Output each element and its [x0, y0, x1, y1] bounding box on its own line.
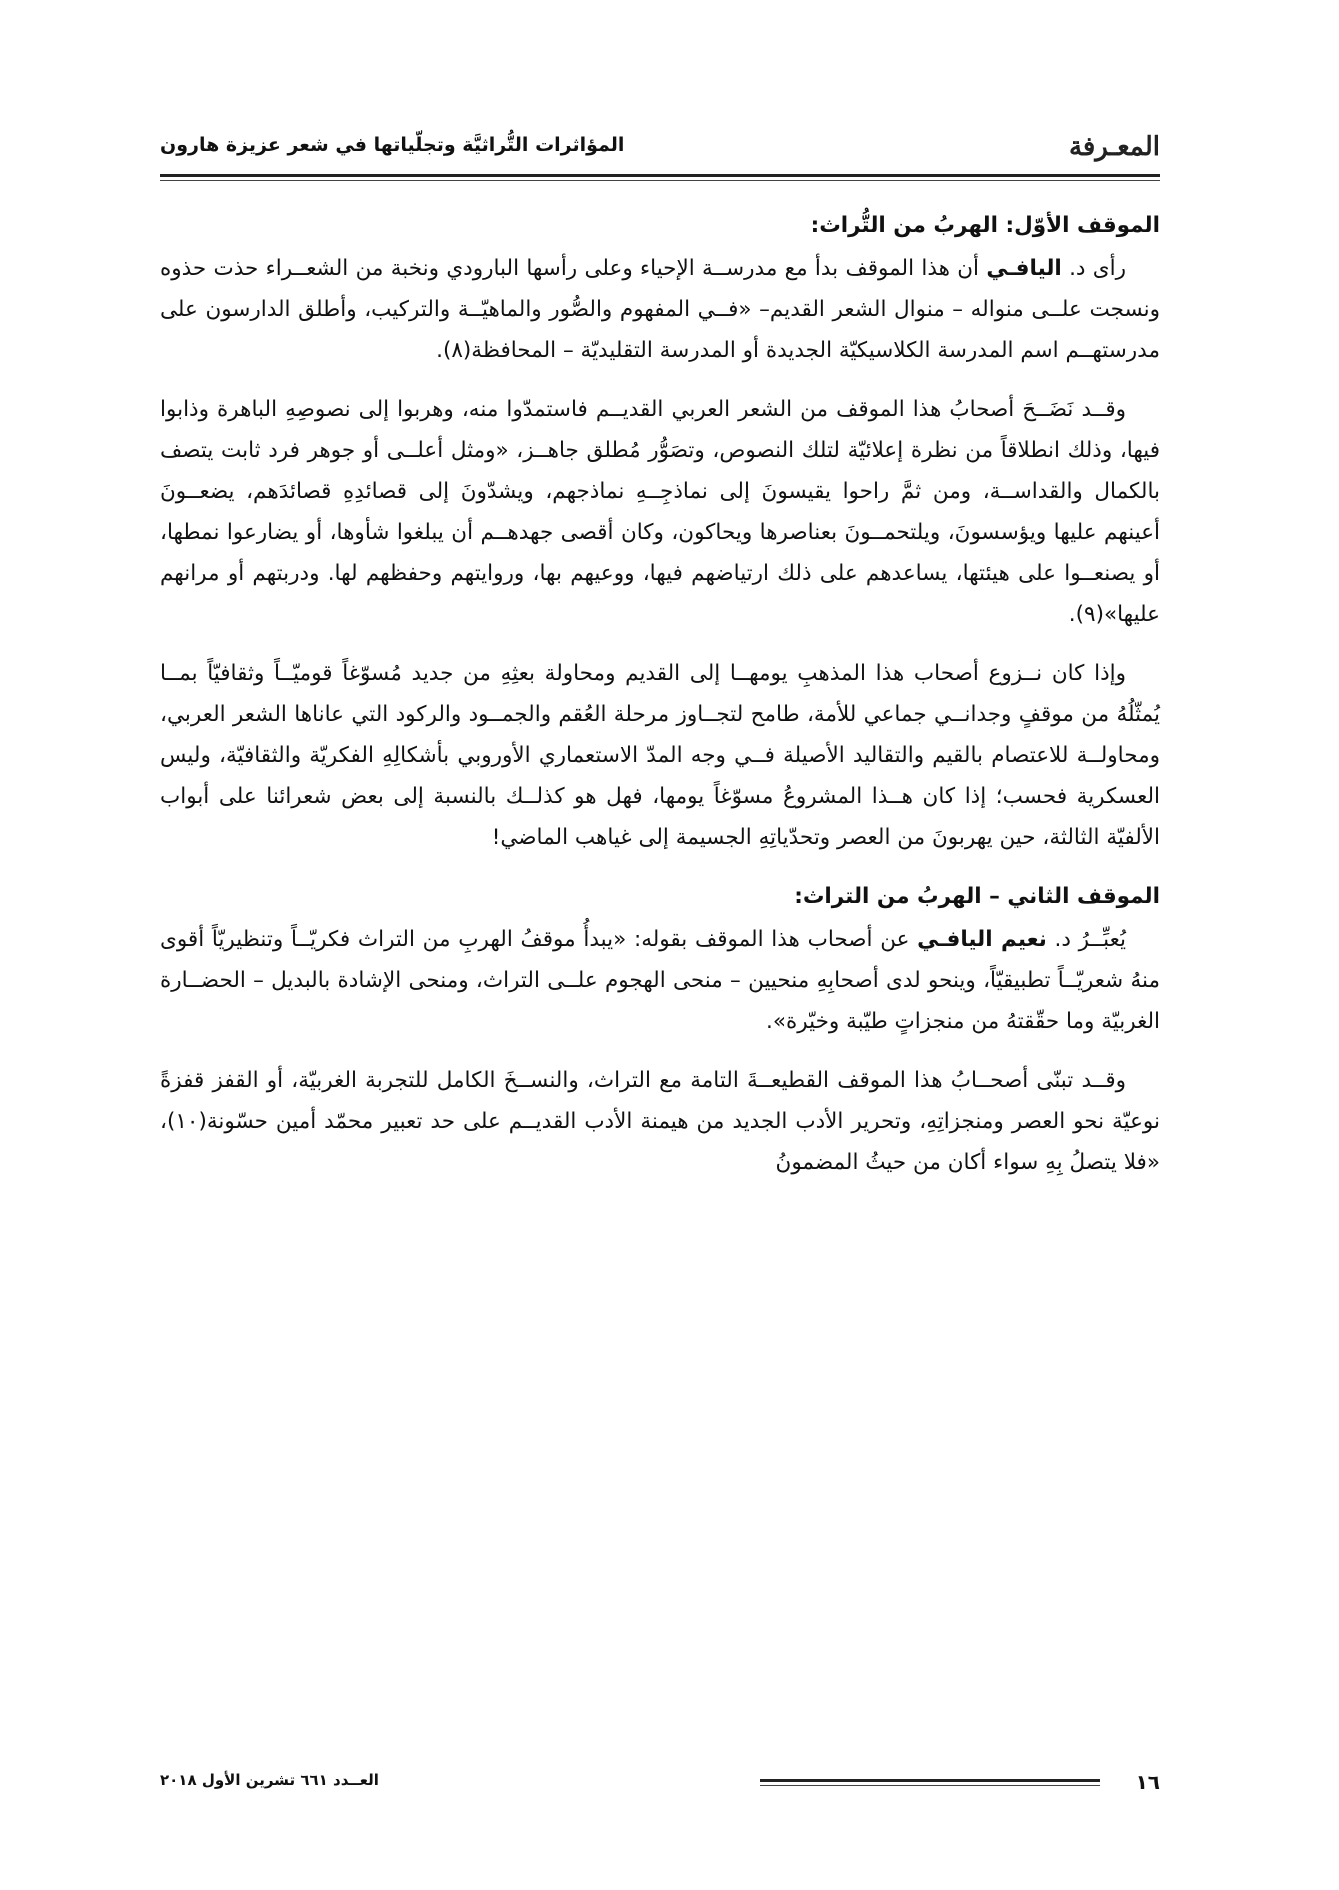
paragraph: يُعبِّــرُ د. نعيم اليافـي عن أصحاب هذا الموقف بقوله: «يبدأُ موقفُ الهربِ من التراث فكريّــاً وتنظيريّاً أقوى منهُ شعريّــاً تطبيقيّاً، وينحو لدى أصحابِهِ منحيين – منحى الهجوم علــى التراث، ومنحى الإشادة بالبديل – الحضــارة الغربيّة وما حقّقتهُ من منجزاتٍ طيّبة وخيّرة».: [160, 927, 1160, 1034]
footer-divider: [760, 1779, 1100, 1782]
author-name: نعيم اليافـي: [917, 927, 1047, 952]
journal-logo: المعـرفة: [1068, 132, 1160, 162]
section-heading: الموقف الأوّل: الهربُ من التُّراث:: [810, 213, 1160, 238]
running-title: المؤاثرات التُّراثيَّة وتجلّياتها في شعر عزيزة هارون: [160, 134, 625, 156]
paragraph: وقــد تبنّى أصحــابُ هذا الموقف القطيعــةَ التامة مع التراث، والنســخَ الكامل للتجربة الغربيّة، أو القفز قفزةً نوعيّة نحو العصر ومنجزاتِهِ، وتحرير الأدب الجديد من هيمنة الأدب القديــم على حد تعبير محمّد أمين حسّونة(١٠)، «فلا يتصلُ بِهِ سواء أكان من حيثُ المضمونُ: [160, 1068, 1160, 1175]
paragraph: رأى د. اليافـي أن هذا الموقف بدأ مع مدرســة الإحياء وعلى رأسها البارودي ونخبة من الشعــراء حذت حذوه ونسجت علــى منواله – منوال الشعر القديم– «فــي المفهوم والصُّور والماهيّــة والتركيب، وأطلق الدارسون على مدرستهــم اسم المدرسة الكلاسيكيّة الجديدة أو المدرسة التقليديّة – المحافظة(٨).: [160, 256, 1160, 363]
page-footer: [160, 1770, 1160, 1800]
header-divider-thin: [160, 180, 1160, 181]
issue-label: العــدد ٦٦١ تشرين الأول ٢٠١٨: [160, 1771, 379, 1789]
header-divider: [160, 174, 1160, 177]
article-body: [160, 205, 1160, 1201]
page-number: ١٦: [1135, 1770, 1160, 1794]
footer-divider-thin: [760, 1785, 1100, 1786]
page-header: [160, 130, 1160, 172]
author-name: اليافـي: [986, 256, 1062, 281]
paragraph: وقــد نَضَــحَ أصحابُ هذا الموقف من الشعر العربي القديــم فاستمدّوا منه، وهربوا إلى نصوصِهِ الباهرة وذابوا فيها، وذلك انطلاقاً من نظرة إعلائيّة لتلك النصوص، وتصَوُّر مُطلق جاهــز، «ومثل أعلــى أو جوهر فرد ثابت يتصف بالكمال والقداســة، ومن ثمَّ راحوا يقيسونَ إلى نماذجِــهِ نماذجهم، ويشدّونَ إلى قصائدِهِ قصائدَهم، يضعــونَ أعينهم عليها ويؤسسونَ، ويلتحمــونَ بعناصرها ويحاكون، وكان أقصى جهدهــم أن يبلغوا شأوها، أو يضارعوا نمطها، أو يصنعــوا على هيئتها، يساعدهم على ذلك ارتياضهم فيها، ووعيهم بها، وروايتهم وحفظهم لها. ودربتهم أو مرانهم عليها»(٩).: [160, 397, 1160, 627]
paragraph: وإذا كان نــزوع أصحاب هذا المذهبِ يومهــا إلى القديم ومحاولة بعثِهِ من جديد مُسوّغاً قوميّــاً وثقافيّاً بمــا يُمثّلُهُ من موقفٍ وجدانــي جماعي للأمة، طامح لتجــاوز مرحلة العُقم والجمــود والركود التي عاناها الشعر العربي، ومحاولــة للاعتصام بالقيم والتقاليد الأصيلة فــي وجه المدّ الاستعماري الأوروبي بأشكالِهِ الفكريّة والثقافيّة، وليس العسكرية فحسب؛ إذا كان هــذا المشروعُ مسوّغاً يومها، فهل هو كذلــك بالنسبة إلى بعض شعرائنا على أبواب الألفيّة الثالثة، حين يهربونَ من العصر وتحدّياتِهِ الجسيمة إلى غياهب الماضي!: [160, 661, 1160, 850]
section-heading: الموقف الثاني – الهربُ من التراث:: [794, 884, 1160, 909]
